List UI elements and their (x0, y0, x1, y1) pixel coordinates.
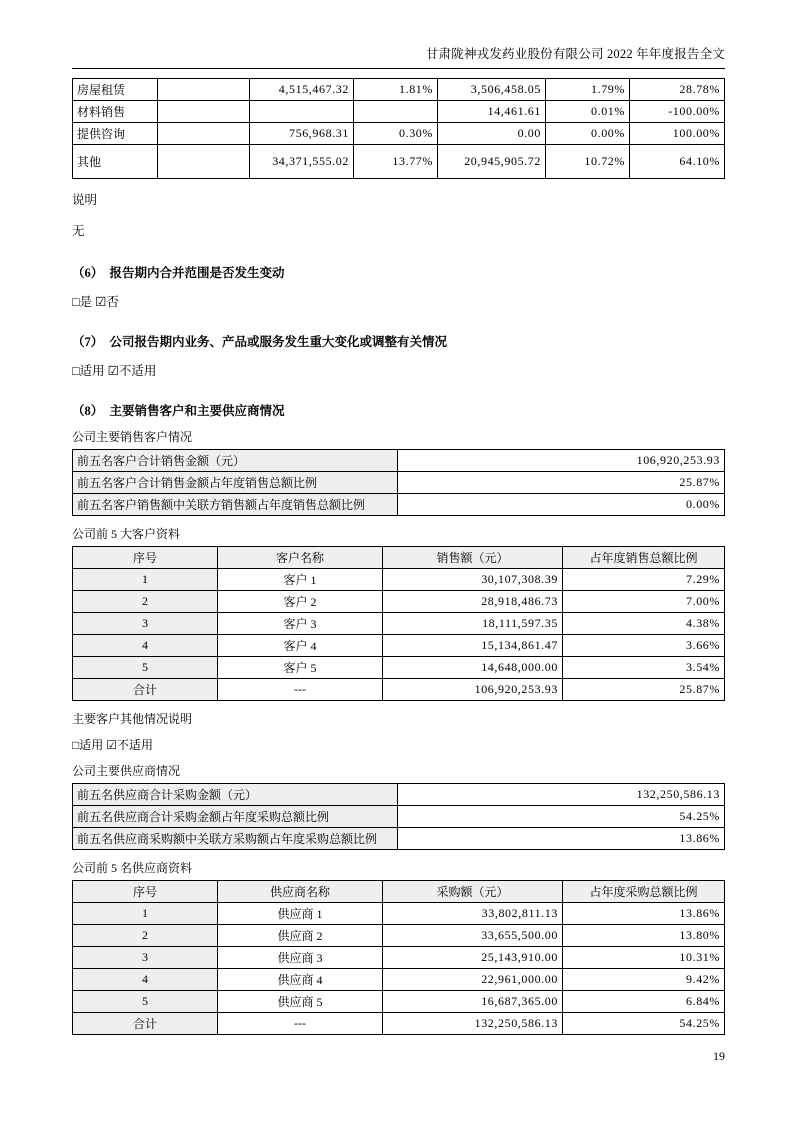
table-row (73, 634, 725, 656)
row-no: 合计 (73, 678, 218, 700)
table-row (73, 145, 725, 179)
row-pct: 25.87% (563, 678, 725, 700)
row-no: 合计 (73, 1012, 218, 1034)
table-row (73, 968, 725, 990)
row-change: 64.10% (630, 145, 725, 179)
row-amount: 33,802,811.13 (383, 902, 563, 924)
summary-value: 13.86% (398, 827, 725, 849)
row-pct: 9.42% (563, 968, 725, 990)
table-row (73, 805, 725, 827)
row-amount-current: 34,371,555.02 (250, 145, 354, 179)
table-row (73, 590, 725, 612)
table-row (73, 568, 725, 590)
table-row (73, 471, 725, 493)
row-blank (158, 79, 250, 101)
row-name: 供应商 2 (218, 924, 383, 946)
summary-label: 前五名客户销售额中关联方销售额占年度销售总额比例 (73, 493, 398, 515)
customer-detail-caption: 公司前 5 大客户资料 (72, 526, 181, 541)
row-amount: 28,918,486.73 (383, 590, 563, 612)
row-pct: 4.38% (563, 612, 725, 634)
summary-value: 25.87% (398, 471, 725, 493)
row-no: 2 (73, 590, 218, 612)
customer-other-options[interactable]: □适用 ☑不适用 (72, 737, 154, 752)
row-no: 2 (73, 924, 218, 946)
supplier-summary-table (72, 783, 725, 850)
row-pct: 3.54% (563, 656, 725, 678)
row-name: 供应商 3 (218, 946, 383, 968)
row-blank (158, 145, 250, 179)
row-pct-prior: 10.72% (546, 145, 630, 179)
table-row (73, 924, 725, 946)
supplier-summary-caption: 公司主要供应商情况 (72, 763, 181, 778)
table-row (73, 79, 725, 101)
table-row-total (73, 1012, 725, 1034)
row-amount: 14,648,000.00 (383, 656, 563, 678)
table-row-total (73, 678, 725, 700)
row-name: 客户 2 (218, 590, 383, 612)
table-row (73, 656, 725, 678)
table-header-row (73, 880, 725, 902)
note-value: 无 (72, 223, 85, 238)
table-row (73, 902, 725, 924)
row-name: --- (218, 1012, 383, 1034)
row-amount-current (250, 101, 354, 123)
summary-label: 前五名供应商采购额中关联方采购额占年度采购总额比例 (73, 827, 398, 849)
row-pct: 13.86% (563, 902, 725, 924)
summary-value: 0.00% (398, 493, 725, 515)
row-pct: 13.80% (563, 924, 725, 946)
column-header: 客户名称 (218, 546, 383, 568)
row-amount: 22,961,000.00 (383, 968, 563, 990)
row-pct-current: 0.30% (354, 123, 438, 145)
row-name: 供应商 4 (218, 968, 383, 990)
row-no: 5 (73, 990, 218, 1012)
column-header: 序号 (73, 546, 218, 568)
row-no: 5 (73, 656, 218, 678)
row-amount-current: 756,968.31 (250, 123, 354, 145)
row-no: 3 (73, 946, 218, 968)
column-header: 占年度采购总额比例 (563, 880, 725, 902)
row-pct-current: 1.81% (354, 79, 438, 101)
row-amount-prior: 20,945,905.72 (438, 145, 546, 179)
row-pct: 54.25% (563, 1012, 725, 1034)
row-amount-prior: 0.00 (438, 123, 546, 145)
row-name: 客户 1 (218, 568, 383, 590)
row-name: 客户 5 (218, 656, 383, 678)
row-pct: 10.31% (563, 946, 725, 968)
row-label: 其他 (73, 145, 158, 179)
section-6-title: （6） 报告期内合并范围是否发生变动 (72, 265, 285, 280)
row-pct-prior: 1.79% (546, 79, 630, 101)
summary-value: 132,250,586.13 (398, 783, 725, 805)
summary-value: 106,920,253.93 (398, 449, 725, 471)
row-pct: 7.29% (563, 568, 725, 590)
row-amount-prior: 3,506,458.05 (438, 79, 546, 101)
table-header-row (73, 546, 725, 568)
row-amount: 33,655,500.00 (383, 924, 563, 946)
column-header: 供应商名称 (218, 880, 383, 902)
row-label: 提供咨询 (73, 123, 158, 145)
row-pct: 3.66% (563, 634, 725, 656)
customer-other-caption: 主要客户其他情况说明 (72, 711, 193, 726)
section-7-title: （7） 公司报告期内业务、产品或服务发生重大变化或调整有关情况 (72, 334, 448, 349)
row-pct: 7.00% (563, 590, 725, 612)
section-6-options[interactable]: □是 ☑否 (72, 294, 119, 309)
row-name: 供应商 5 (218, 990, 383, 1012)
row-pct-current (354, 101, 438, 123)
summary-label: 前五名供应商合计采购金额（元） (73, 783, 398, 805)
row-amount: 18,111,597.35 (383, 612, 563, 634)
row-amount-current: 4,515,467.32 (250, 79, 354, 101)
row-amount: 132,250,586.13 (383, 1012, 563, 1034)
summary-label: 前五名供应商合计采购金额占年度采购总额比例 (73, 805, 398, 827)
table-row (73, 493, 725, 515)
row-no: 1 (73, 568, 218, 590)
page-number: 19 (713, 1049, 725, 1063)
column-header: 序号 (73, 880, 218, 902)
table-row (73, 449, 725, 471)
supplier-detail-caption: 公司前 5 名供应商资料 (72, 860, 193, 875)
row-pct-prior: 0.01% (546, 101, 630, 123)
row-no: 4 (73, 968, 218, 990)
row-amount: 106,920,253.93 (383, 678, 563, 700)
row-blank (158, 101, 250, 123)
row-pct: 6.84% (563, 990, 725, 1012)
column-header: 采购额（元） (383, 880, 563, 902)
column-header: 销售额（元） (383, 546, 563, 568)
summary-label: 前五名客户合计销售金额占年度销售总额比例 (73, 471, 398, 493)
table-row (73, 612, 725, 634)
note-label: 说明 (72, 193, 98, 207)
row-label: 房屋租赁 (73, 79, 158, 101)
row-name: 供应商 1 (218, 902, 383, 924)
row-no: 1 (73, 902, 218, 924)
row-name: --- (218, 678, 383, 700)
row-name: 客户 4 (218, 634, 383, 656)
row-amount-prior: 14,461.61 (438, 101, 546, 123)
summary-label: 前五名客户合计销售金额（元） (73, 449, 398, 471)
page-header: 甘肃陇神戎发药业股份有限公司 2022 年年度报告全文 (72, 44, 725, 69)
supplier-detail-table (72, 880, 725, 1035)
revenue-breakdown-table (72, 78, 725, 179)
column-header: 占年度销售总额比例 (563, 546, 725, 568)
customer-detail-table (72, 546, 725, 701)
row-amount: 15,134,861.47 (383, 634, 563, 656)
row-no: 3 (73, 612, 218, 634)
table-row (73, 946, 725, 968)
row-pct-prior: 0.00% (546, 123, 630, 145)
row-amount: 16,687,365.00 (383, 990, 563, 1012)
row-name: 客户 3 (218, 612, 383, 634)
table-row (73, 827, 725, 849)
table-row (73, 783, 725, 805)
row-label: 材料销售 (73, 101, 158, 123)
customer-summary-table (72, 449, 725, 516)
row-change: 100.00% (630, 123, 725, 145)
row-amount: 25,143,910.00 (383, 946, 563, 968)
table-row (73, 123, 725, 145)
summary-value: 54.25% (398, 805, 725, 827)
row-no: 4 (73, 634, 218, 656)
table-row (73, 990, 725, 1012)
row-pct-current: 13.77% (354, 145, 438, 179)
customer-summary-caption: 公司主要销售客户情况 (72, 429, 193, 444)
section-7-options[interactable]: □适用 ☑不适用 (72, 363, 157, 378)
row-amount: 30,107,308.39 (383, 568, 563, 590)
section-8-title: （8） 主要销售客户和主要供应商情况 (72, 403, 285, 418)
row-blank (158, 123, 250, 145)
row-change: 28.78% (630, 79, 725, 101)
table-row (73, 101, 725, 123)
row-change: -100.00% (630, 101, 725, 123)
